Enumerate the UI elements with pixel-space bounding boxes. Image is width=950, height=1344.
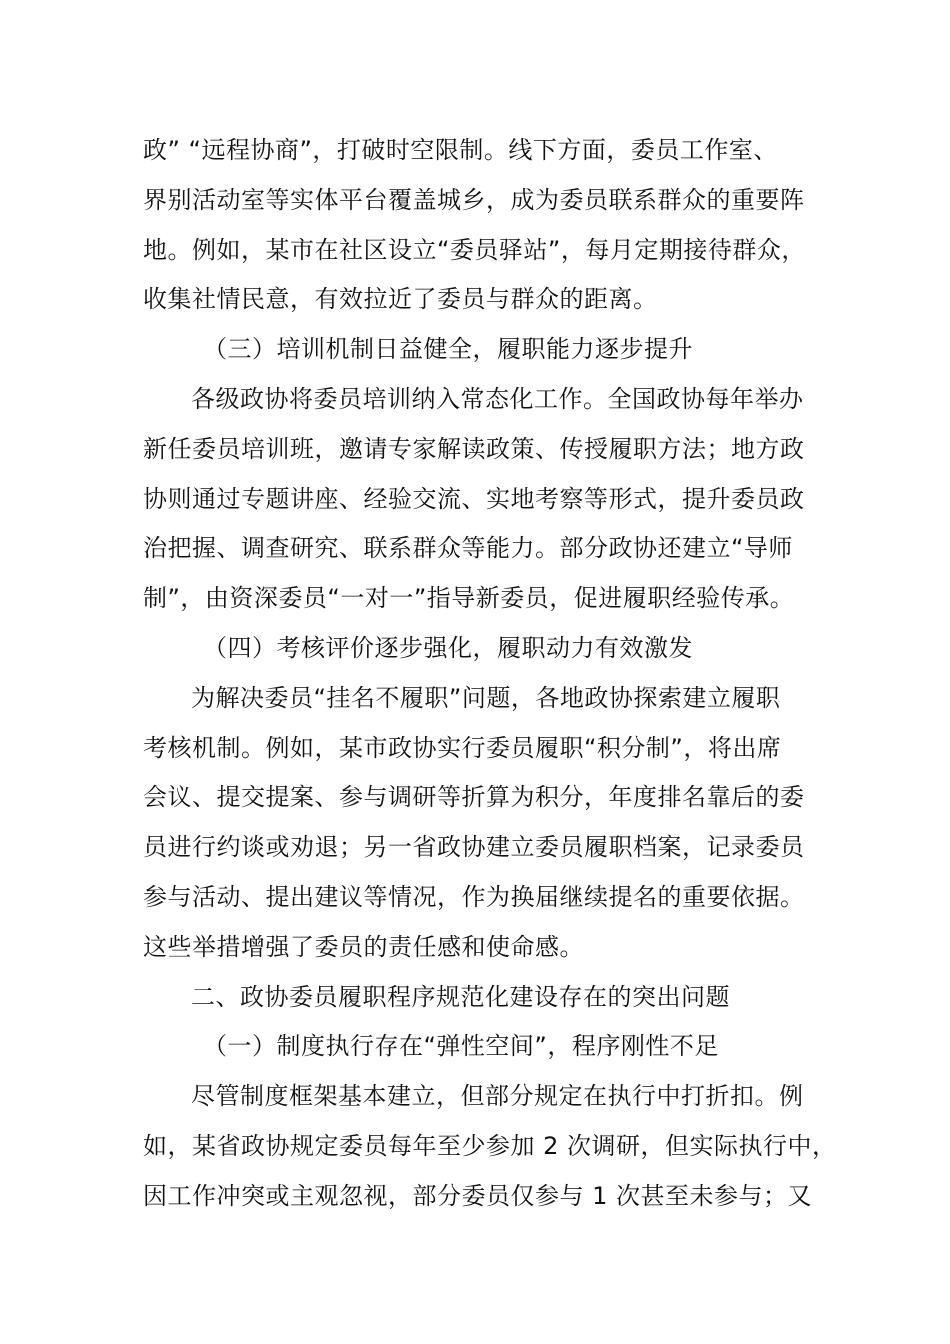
- section-heading: （一）制度执行存在“弹性空间”，程序刚性不足: [203, 1032, 719, 1061]
- text-line: 会议、提交提案、参与调研等折算为积分，年度排名靠后的委: [143, 783, 805, 812]
- text-line: 地。例如，某市在社区设立“委员驿站”，每月定期接待群众，: [143, 235, 806, 264]
- text-line: 如，某省政协规定委员每年至少参加 2 次调研，但实际执行中，: [143, 1131, 837, 1160]
- text-line: 参与活动、提出建议等情况，作为换届继续提名的重要依据。: [143, 882, 805, 911]
- text-line: 这些举措增强了委员的责任感和使命感。: [143, 932, 584, 961]
- paragraph-start: 各级政协将委员培训纳入常态化工作。全国政协每年举办: [191, 384, 804, 413]
- text-line: 政” “远程协商”，打破时空限制。线下方面，委员工作室、: [143, 136, 778, 164]
- text-line: 因工作冲突或主观忽视，部分委员仅参与 1 次甚至未参与；又: [143, 1181, 813, 1210]
- text-line: 新任委员培训班，邀请专家解读政策、传授履职方法；地方政: [143, 434, 805, 463]
- text-line: 协则通过专题讲座、经验交流、实地考察等形式，提升委员政: [143, 484, 805, 513]
- section-heading: （三）培训机制日益健全，履职能力逐步提升: [203, 335, 693, 364]
- text-line: 收集社情民意，有效拉近了委员与群众的距离。: [143, 285, 658, 314]
- chapter-heading: 二、政协委员履职程序规范化建设存在的突出问题: [191, 982, 730, 1011]
- text-line: 员进行约谈或劝退；另一省政协建立委员履职档案，记录委员: [143, 833, 805, 862]
- section-heading: （四）考核评价逐步强化，履职动力有效激发: [203, 633, 693, 662]
- text-line: 界别活动室等实体平台覆盖城乡，成为委员联系群众的重要阵: [143, 185, 805, 214]
- document-body: [143, 126, 837, 1222]
- text-line: 制”，由资深委员“一对一”指导新委员，促进履职经验传承。: [143, 584, 795, 613]
- paragraph-start: 为解决委员“挂名不履职”问题，各地政协探索建立履职: [191, 683, 781, 712]
- paragraph-start: 尽管制度框架基本建立，但部分规定在执行中打折扣。例: [191, 1082, 804, 1111]
- text-line: 考核机制。例如，某市政协实行委员履职“积分制”，将出席: [143, 733, 782, 762]
- text-line: 治把握、调查研究、联系群众等能力。部分政协还建立“导师: [143, 534, 793, 563]
